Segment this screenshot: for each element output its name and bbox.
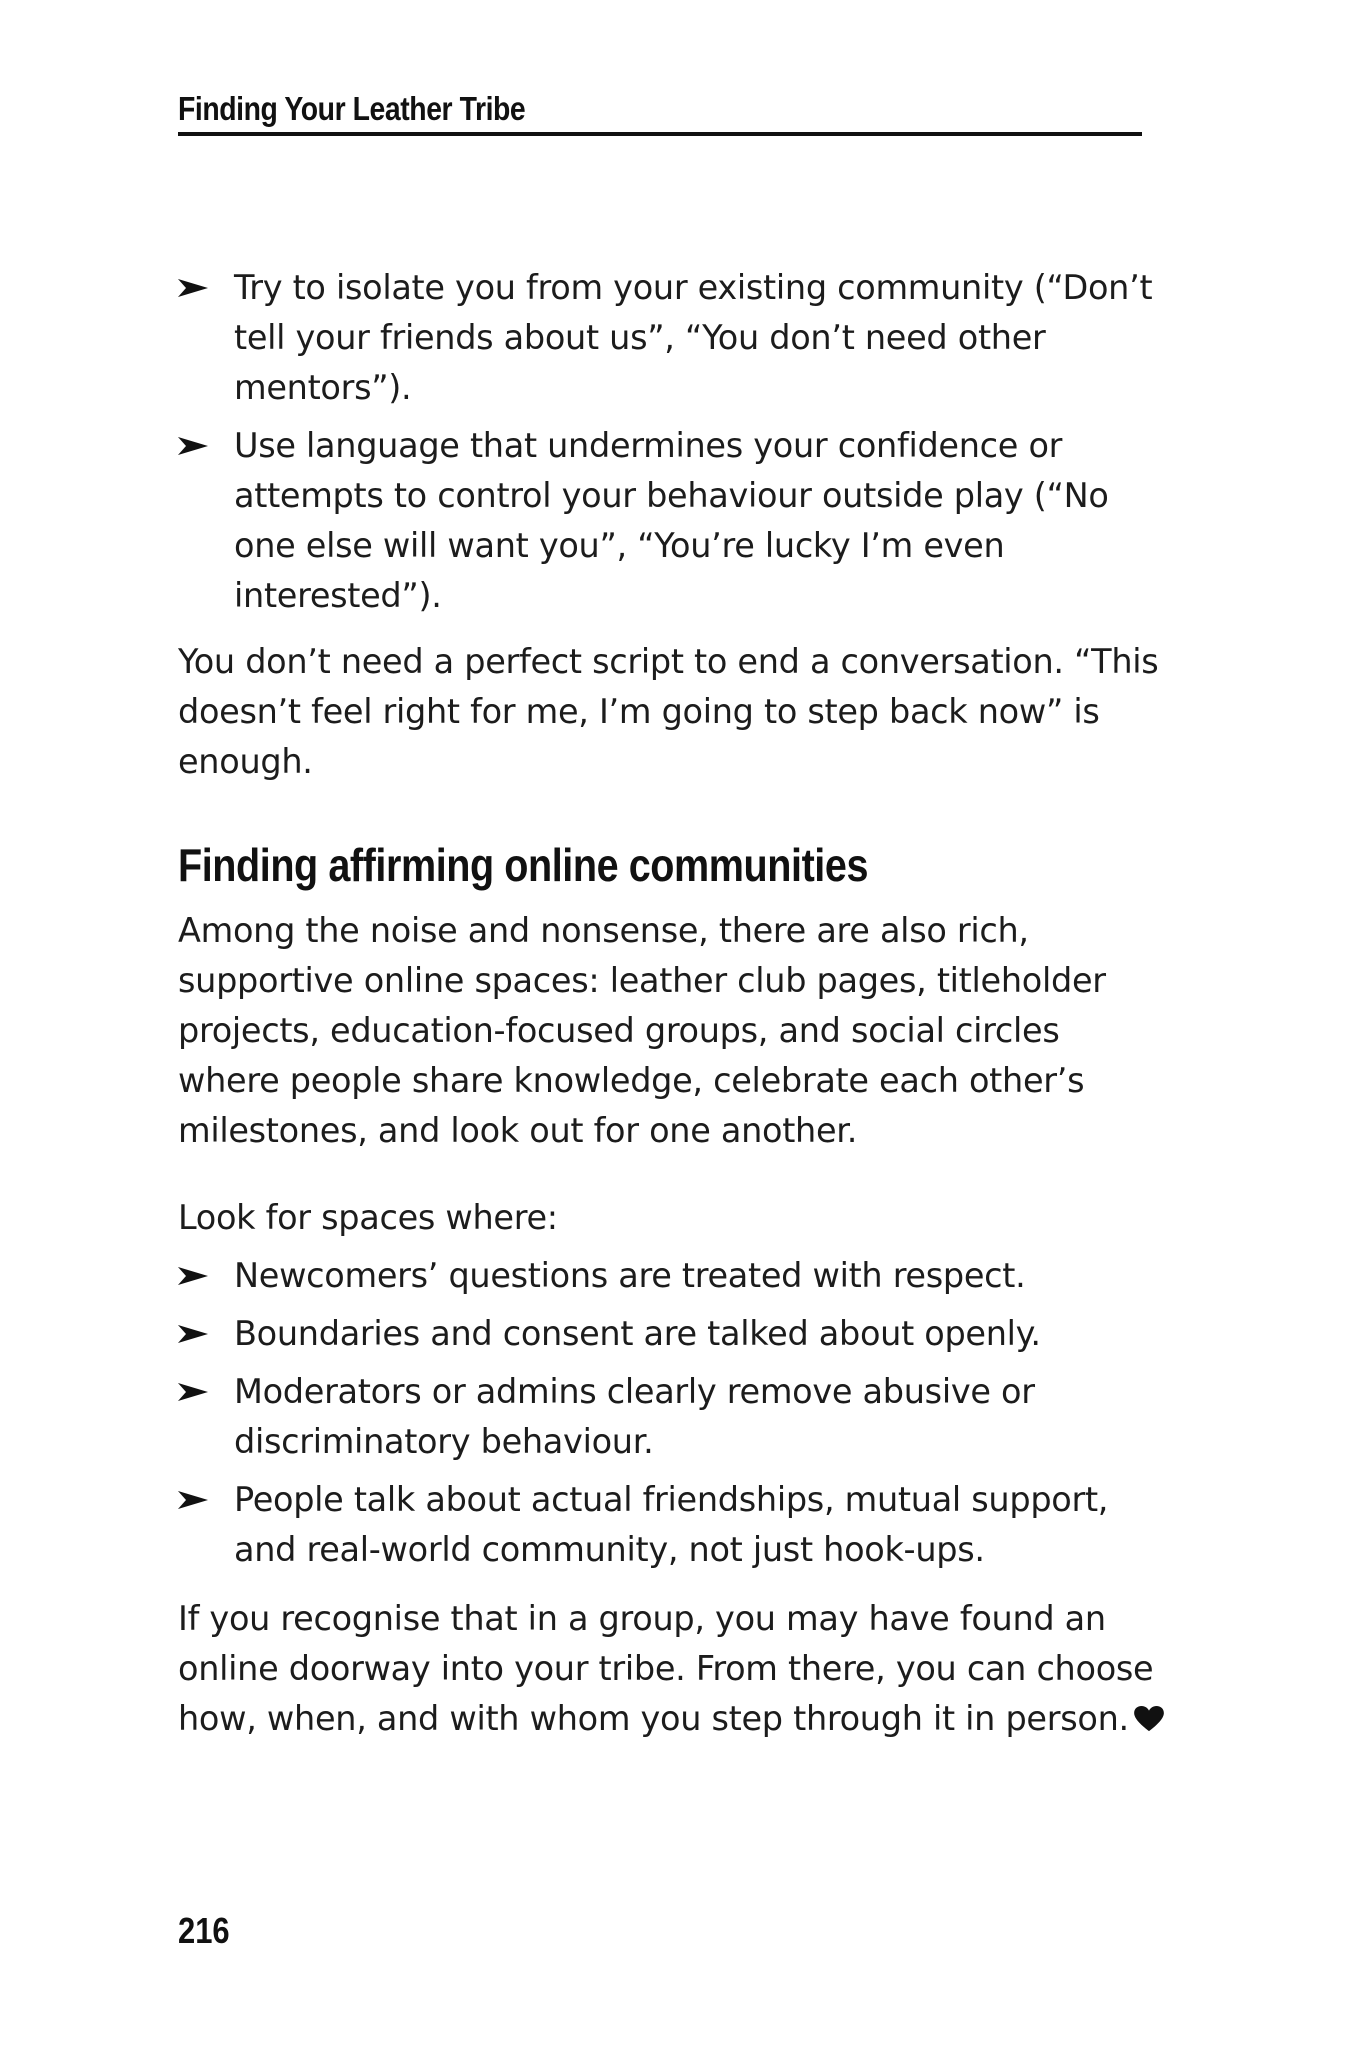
list-item-text: People talk about actual friendships, mutual support, and real-world community, not just hook-ups. — [234, 1480, 1109, 1569]
heart-icon — [1133, 1706, 1165, 1732]
arrowhead-bullet-icon — [178, 1325, 208, 1343]
list-item-text: Use language that undermines your confidence or attempts to control your behaviour outside play (“No one else will want you”, “You’re lucky I’m even interested”). — [234, 426, 1109, 615]
list-item — [178, 421, 1168, 621]
header-rule — [178, 132, 1142, 136]
arrowhead-bullet-icon — [178, 279, 208, 297]
warning-signs-list — [178, 263, 1168, 621]
section-intro: Among the noise and nonsense, there are also rich, supportive online spaces: leather club pages, titleholder projects, education-focused groups, and social circles where people share knowledge, celebrate each other’s milestones, and look out for one another. — [178, 911, 1106, 1150]
list-item-text: Try to isolate you from your existing community (“Don’t tell your friends about us”, “You don’t need other mentors”). — [234, 268, 1153, 407]
arrowhead-bullet-icon — [178, 437, 208, 455]
section-heading: Finding affirming online communities — [178, 839, 869, 891]
community-signs-list — [178, 1251, 1168, 1575]
arrowhead-bullet-icon — [178, 1491, 208, 1509]
list-item — [178, 1475, 1168, 1575]
list-item — [178, 263, 1168, 413]
list-item-text: Boundaries and consent are talked about openly. — [234, 1314, 1041, 1353]
list-item — [178, 1367, 1168, 1467]
list-item — [178, 1251, 1168, 1301]
arrowhead-bullet-icon — [178, 1267, 208, 1285]
list-item-text: Newcomers’ questions are treated with respect. — [234, 1256, 1026, 1295]
arrowhead-bullet-icon — [178, 1383, 208, 1401]
running-header-title: Finding Your Leather Tribe — [178, 90, 526, 127]
list-item — [178, 1309, 1168, 1359]
page-number: 216 — [178, 1910, 230, 1951]
list-item-text: Moderators or admins clearly remove abusive or discriminatory behaviour. — [234, 1372, 1035, 1461]
closing-paragraph — [178, 1594, 1168, 1744]
exit-paragraph: You don’t need a perfect script to end a conversation. “This doesn’t feel right for me, I’m going to step back now” is enough. — [178, 642, 1159, 781]
lead-in-text: Look for spaces where: — [178, 1198, 558, 1237]
closing-text: If you recognise that in a group, you may have found an online doorway into your tribe. From there, you can choose how, when, and with whom you step through it in person. — [178, 1599, 1154, 1738]
